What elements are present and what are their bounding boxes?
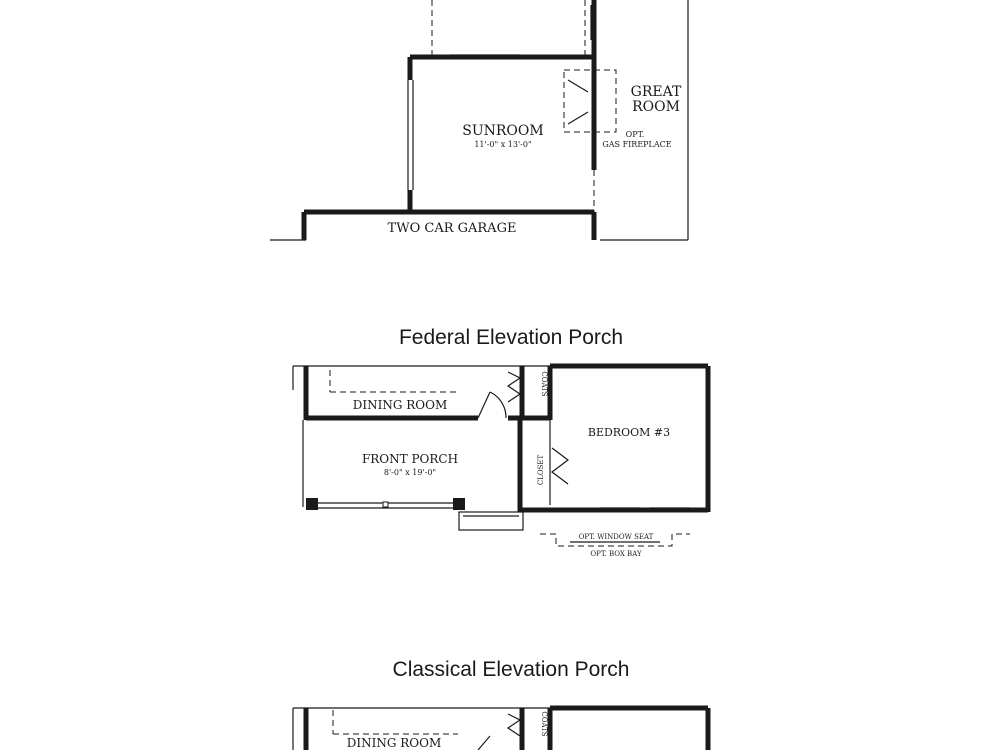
federal-title: Federal Elevation Porch <box>398 326 624 349</box>
front-porch-dims: 8'-0" x 19'-0" <box>383 468 437 477</box>
dining-door-swing <box>478 392 506 418</box>
closet-label: CLOSET <box>537 454 545 486</box>
sunroom-dims: 11'-0" x 13'-0" <box>474 140 532 149</box>
dining-room-label: DINING ROOM <box>352 398 448 412</box>
classical-coats-label: COATS <box>540 711 548 737</box>
coats-label: COATS <box>540 371 548 397</box>
fireplace-label-line1: OPT. <box>625 130 645 139</box>
coats-closet-door <box>508 372 520 402</box>
federal-plan <box>293 326 708 558</box>
garage-label: TWO CAR GARAGE <box>387 221 517 236</box>
fireplace-label-line2: GAS FIREPLACE <box>602 140 672 149</box>
bedroom-closet-door <box>552 448 568 484</box>
bedroom-label: BEDROOM #3 <box>587 426 671 439</box>
sunroom-plan <box>270 0 688 240</box>
great-room-label-line2: ROOM <box>632 99 680 115</box>
porch-post-right <box>453 498 465 510</box>
front-porch-label: FRONT PORCH <box>361 452 459 466</box>
porch-steps <box>459 512 523 530</box>
classical-dining-room-label: DINING ROOM <box>346 736 442 750</box>
sunroom-label: SUNROOM <box>462 123 544 139</box>
great-room-label-line1: GREAT <box>630 84 682 100</box>
porch-post-left <box>306 498 318 510</box>
classical-title: Classical Elevation Porch <box>392 658 630 681</box>
classical-plan <box>293 658 708 750</box>
fireplace-outline <box>564 70 616 132</box>
classical-coats-door <box>508 714 520 736</box>
box-bay-label: OPT. BOX BAY <box>590 550 642 558</box>
window-seat-label: OPT. WINDOW SEAT <box>578 533 654 541</box>
